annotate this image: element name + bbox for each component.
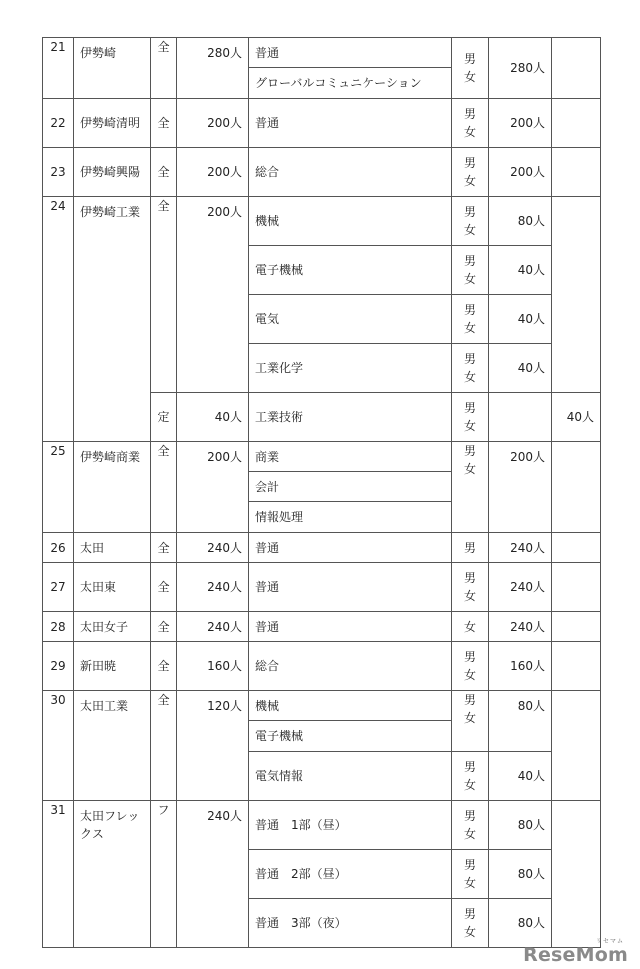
quota-fulltime: 200人 [489, 99, 552, 148]
quota-fulltime: 40人 [489, 246, 552, 295]
quota-parttime [552, 612, 601, 642]
gender-label: 男 [463, 540, 476, 555]
school-number: 25 [43, 442, 74, 533]
quota-parttime [552, 442, 601, 533]
admissions-table [42, 37, 601, 948]
gender-label: 男 [463, 254, 476, 268]
gender-cell [452, 442, 489, 533]
watermark-kana: リセマム [596, 938, 624, 945]
department: 電気 [249, 295, 452, 344]
quota-parttime [552, 99, 601, 148]
course-type: 全 [151, 148, 177, 197]
gender-label: 女 [463, 778, 476, 792]
gender-label: 男 [463, 205, 476, 219]
gender-label: 男 [463, 444, 476, 458]
gender-label: 女 [463, 125, 476, 139]
course-type: 全 [151, 612, 177, 642]
gender-label: 男 [463, 401, 476, 415]
school-number: 21 [43, 38, 74, 99]
gender-label: 男 [463, 107, 476, 121]
course-type: 全 [151, 38, 177, 99]
quota-parttime [552, 801, 601, 948]
department: 工業化学 [249, 344, 452, 393]
gender-cell [452, 246, 489, 295]
department: 会計 [249, 472, 452, 502]
quota-parttime [552, 533, 601, 563]
watermark-logo: ReseMom [523, 944, 628, 966]
quota-fulltime: 200人 [489, 148, 552, 197]
table-row [43, 197, 601, 246]
gender-label: 女 [463, 321, 476, 335]
gender-cell [452, 344, 489, 393]
gender-cell [452, 148, 489, 197]
quota-fulltime: 200人 [489, 442, 552, 533]
course-type: 全 [151, 533, 177, 563]
capacity: 200人 [177, 197, 249, 393]
quota-parttime [552, 563, 601, 612]
course-type: 全 [151, 197, 177, 393]
course-type: 定 [151, 393, 177, 442]
course-type: フ [151, 801, 177, 948]
gender-cell [452, 801, 489, 850]
gender-label: 女 [463, 370, 476, 384]
department: 総合 [249, 148, 452, 197]
school-number: 23 [43, 148, 74, 197]
department: 機械 [249, 691, 452, 721]
gender-cell [452, 899, 489, 948]
table-row [43, 642, 601, 691]
department: 電気情報 [249, 752, 452, 801]
course-type: 全 [151, 691, 177, 801]
school-name: 太田女子 [74, 612, 151, 642]
school-number: 29 [43, 642, 74, 691]
quota-parttime [552, 642, 601, 691]
school-name: 新田暁 [74, 642, 151, 691]
school-number: 27 [43, 563, 74, 612]
school-name: 伊勢崎商業 [74, 442, 151, 533]
school-name: 伊勢崎清明 [74, 99, 151, 148]
quota-fulltime: 240人 [489, 612, 552, 642]
quota-fulltime: 40人 [489, 295, 552, 344]
department: 電子機械 [249, 246, 452, 295]
quota-fulltime: 280人 [489, 38, 552, 99]
gender-cell [452, 533, 489, 563]
quota-parttime [552, 197, 601, 393]
gender-label: 女 [463, 925, 476, 939]
quota-parttime [552, 691, 601, 801]
course-type: 全 [151, 99, 177, 148]
gender-label: 女 [463, 711, 476, 725]
quota-fulltime: 240人 [489, 563, 552, 612]
table-row [43, 801, 601, 850]
department: 普通 [249, 38, 452, 68]
quota-fulltime: 40人 [489, 752, 552, 801]
quota-fulltime [489, 393, 552, 442]
capacity: 120人 [177, 691, 249, 801]
course-type: 全 [151, 642, 177, 691]
table-row [43, 691, 601, 721]
gender-cell [452, 850, 489, 899]
school-number: 22 [43, 99, 74, 148]
department: 普通 3部（夜） [249, 899, 452, 948]
school-name: 太田工業 [74, 691, 151, 801]
capacity: 200人 [177, 99, 249, 148]
capacity: 280人 [177, 38, 249, 99]
gender-label: 男 [463, 858, 476, 872]
quota-fulltime: 80人 [489, 899, 552, 948]
gender-label: 男 [463, 760, 476, 774]
capacity: 200人 [177, 148, 249, 197]
quota-fulltime: 80人 [489, 801, 552, 850]
department: グローバルコミュニケーション [249, 68, 452, 99]
gender-cell [452, 38, 489, 99]
department: 普通 2部（昼） [249, 850, 452, 899]
capacity: 240人 [177, 801, 249, 948]
gender-label: 男 [463, 809, 476, 823]
gender-label: 男 [463, 156, 476, 170]
capacity: 160人 [177, 642, 249, 691]
quota-parttime: 40人 [552, 393, 601, 442]
quota-fulltime: 80人 [489, 197, 552, 246]
gender-label: 女 [463, 668, 476, 682]
school-name: 太田東 [74, 563, 151, 612]
gender-label: 女 [463, 419, 476, 433]
gender-cell [452, 295, 489, 344]
table-body [43, 38, 601, 948]
table-row [43, 612, 601, 642]
gender-label: 女 [463, 272, 476, 286]
gender-label: 女 [463, 70, 476, 84]
table-row [43, 38, 601, 68]
gender-label: 男 [463, 352, 476, 366]
school-number: 26 [43, 533, 74, 563]
quota-parttime [552, 148, 601, 197]
gender-label: 男 [463, 693, 476, 707]
table-row [43, 99, 601, 148]
gender-label: 女 [463, 589, 476, 603]
school-name: 伊勢崎興陽 [74, 148, 151, 197]
gender-label: 女 [463, 174, 476, 188]
gender-cell [452, 393, 489, 442]
quota-fulltime: 160人 [489, 642, 552, 691]
school-number: 31 [43, 801, 74, 948]
department: 普通 [249, 612, 452, 642]
department: 商業 [249, 442, 452, 472]
gender-label: 男 [463, 907, 476, 921]
department: 普通 [249, 563, 452, 612]
gender-cell [452, 99, 489, 148]
department: 普通 [249, 99, 452, 148]
school-name: 伊勢崎工業 [74, 197, 151, 442]
quota-fulltime: 80人 [489, 850, 552, 899]
gender-label: 男 [463, 303, 476, 317]
school-number: 30 [43, 691, 74, 801]
gender-label: 女 [463, 619, 476, 634]
gender-cell [452, 197, 489, 246]
gender-label: 女 [463, 462, 476, 476]
gender-cell [452, 752, 489, 801]
school-name: 太田 [74, 533, 151, 563]
capacity: 200人 [177, 442, 249, 533]
department: 電子機械 [249, 721, 452, 752]
gender-cell [452, 612, 489, 642]
capacity: 40人 [177, 393, 249, 442]
table-row [43, 563, 601, 612]
quota-fulltime: 240人 [489, 533, 552, 563]
school-name: 伊勢崎 [74, 38, 151, 99]
gender-label: 男 [463, 650, 476, 664]
resemom-watermark [523, 938, 628, 965]
department: 情報処理 [249, 502, 452, 533]
school-number: 24 [43, 197, 74, 442]
gender-cell [452, 642, 489, 691]
department: 普通 [249, 533, 452, 563]
school-number: 28 [43, 612, 74, 642]
gender-cell [452, 691, 489, 752]
gender-label: 女 [463, 876, 476, 890]
course-type: 全 [151, 442, 177, 533]
department: 工業技術 [249, 393, 452, 442]
course-type: 全 [151, 563, 177, 612]
gender-label: 女 [463, 827, 476, 841]
table-row [43, 442, 601, 472]
table-row [43, 533, 601, 563]
gender-label: 女 [463, 223, 476, 237]
table-row [43, 148, 601, 197]
gender-label: 男 [463, 571, 476, 585]
school-name: 太田フレックス [74, 801, 151, 948]
capacity: 240人 [177, 533, 249, 563]
quota-fulltime: 40人 [489, 344, 552, 393]
quota-fulltime: 80人 [489, 691, 552, 752]
department: 機械 [249, 197, 452, 246]
gender-cell [452, 563, 489, 612]
gender-label: 男 [463, 52, 476, 66]
quota-parttime [552, 38, 601, 99]
capacity: 240人 [177, 612, 249, 642]
capacity: 240人 [177, 563, 249, 612]
department: 普通 1部（昼） [249, 801, 452, 850]
department: 総合 [249, 642, 452, 691]
